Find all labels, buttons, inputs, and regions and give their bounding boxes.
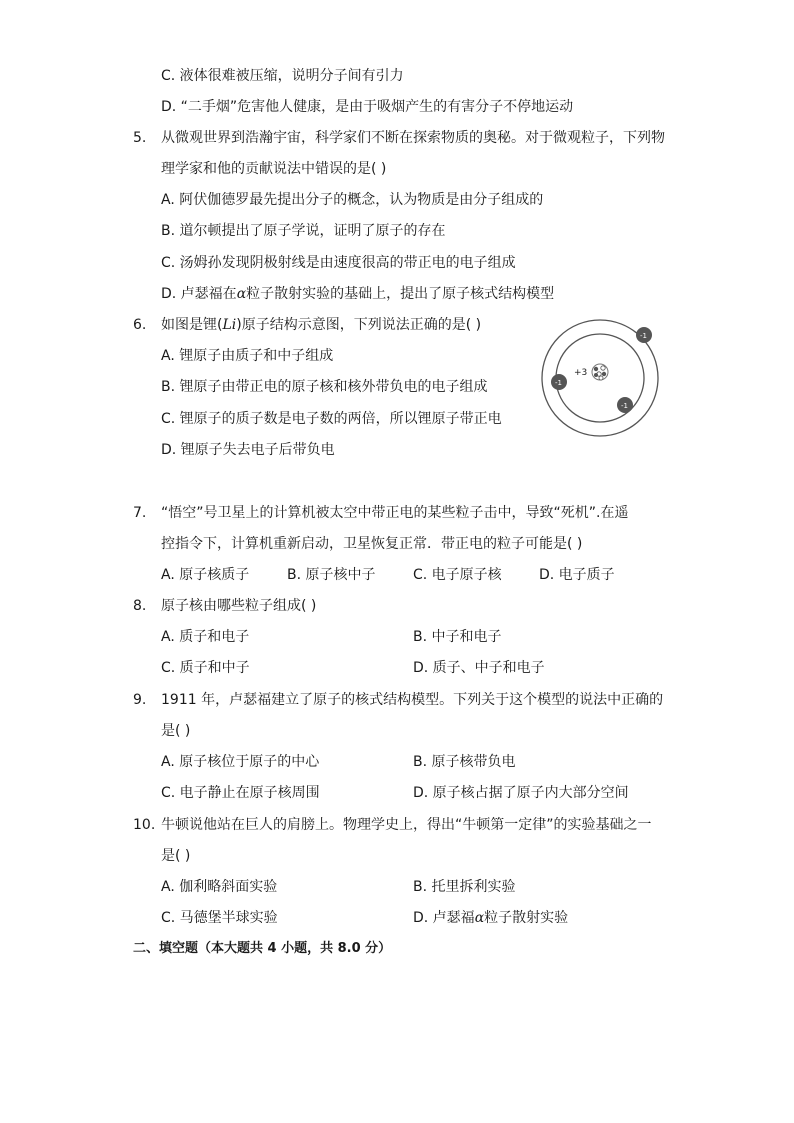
q8-option-d: D. 质子、中子和电子 xyxy=(413,660,545,676)
q6-option-b: B. 锂原子由带正电的原子核和核外带负电的电子组成 xyxy=(161,379,488,395)
alpha-symbol: α xyxy=(474,910,485,926)
q6-stem xyxy=(161,315,481,335)
q6-stem-post: )原子结构示意图，下列说法正确的是( ) xyxy=(236,317,482,333)
q9-option-b: B. 原子核带负电 xyxy=(413,754,516,770)
q7-option-d: D. 电子质子 xyxy=(539,567,615,583)
q10-option-d-post: 粒子散射实验 xyxy=(484,910,569,926)
q5-option-b: B. 道尔顿提出了原子学说，证明了原子的存在 xyxy=(161,223,446,239)
electron-outer xyxy=(636,327,652,343)
q5-stem-line2: 理学家和他的贡献说法中错误的是( ) xyxy=(161,161,387,177)
q10-option-a: A. 伽利略斜面实验 xyxy=(161,879,278,895)
nucleus-charge-label: +3 xyxy=(574,368,588,378)
q5-option-d-post: 粒子散射实验的基础上，提出了原子核式结构模型 xyxy=(246,286,555,302)
q8-number: 8. xyxy=(133,598,147,614)
q7-stem-line1: “悟空”号卫星上的计算机被太空中带正电的某些粒子击中，导致“死机”.在遥 xyxy=(161,505,629,521)
electron-charge-label: -1 xyxy=(640,332,647,340)
q9-option-c: C. 电子静止在原子核周围 xyxy=(161,785,320,801)
electron-charge-label: -1 xyxy=(555,379,562,387)
q6-option-c: C. 锂原子的质子数是电子数的两倍，所以锂原子带正电 xyxy=(161,411,502,427)
q5-option-d xyxy=(161,284,554,304)
q5-option-c: C. 汤姆孙发现阴极射线是由速度很高的带正电的电子组成 xyxy=(161,255,516,271)
lithium-atom-diagram xyxy=(538,316,662,440)
q8-option-b: B. 中子和电子 xyxy=(413,629,502,645)
q6-number: 6. xyxy=(133,317,147,333)
q9-stem-line2: 是( ) xyxy=(161,723,191,739)
q10-option-d xyxy=(413,908,568,928)
q5-option-a: A. 阿伏伽德罗最先提出分子的概念，认为物质是由分子组成的 xyxy=(161,192,544,208)
q4-option-c: C. 液体很难被压缩，说明分子间有引力 xyxy=(161,68,404,84)
q7-stem-line2: 控指令下，计算机重新启动，卫星恢复正常．带正电的粒子可能是( ) xyxy=(161,536,583,552)
q8-option-c: C. 质子和中子 xyxy=(161,660,250,676)
lithium-symbol: Li xyxy=(222,317,237,333)
q5-number: 5. xyxy=(133,130,147,146)
electron-charge-label: -1 xyxy=(621,402,628,410)
section-heading-fill-in: 二、填空题（本大题共 4 小题，共 8.0 分） xyxy=(133,941,392,956)
q10-stem-line2: 是( ) xyxy=(161,848,191,864)
electron-left xyxy=(551,374,567,390)
q7-option-a: A. 原子核质子 xyxy=(161,567,250,583)
q8-stem: 原子核由哪些粒子组成( ) xyxy=(161,598,317,614)
q5-stem-line1: 从微观世界到浩瀚宇宙，科学家们不断在探索物质的奥秘。对于微观粒子，下列物 xyxy=(161,130,665,146)
q6-option-d: D. 锂原子失去电子后带负电 xyxy=(161,442,335,458)
q10-stem-line1: 牛顿说他站在巨人的肩膀上。物理学史上，得出“牛顿第一定律”的实验基础之一 xyxy=(161,817,652,833)
q9-stem-line1: 1911 年，卢瑟福建立了原子的核式结构模型。下列关于这个模型的说法中正确的 xyxy=(161,692,664,708)
q7-option-c: C. 电子原子核 xyxy=(413,567,502,583)
q10-number: 10. xyxy=(133,817,156,833)
nucleus xyxy=(592,364,608,380)
electron-bottom xyxy=(617,397,633,413)
q4-option-d: D. “二手烟”危害他人健康，是由于吸烟产生的有害分子不停地运动 xyxy=(161,99,574,115)
q7-option-b: B. 原子核中子 xyxy=(287,567,376,583)
q10-option-b: B. 托里拆利实验 xyxy=(413,879,516,895)
q6-option-a: A. 锂原子由质子和中子组成 xyxy=(161,348,334,364)
q6-stem-pre: 如图是锂( xyxy=(161,317,223,333)
q5-option-d-pre: D. 卢瑟福在 xyxy=(161,286,237,302)
alpha-symbol: α xyxy=(236,286,247,302)
q9-number: 9. xyxy=(133,692,147,708)
q10-option-d-pre: D. 卢瑟福 xyxy=(413,910,475,926)
q9-option-d: D. 原子核占据了原子内大部分空间 xyxy=(413,785,629,801)
q9-option-a: A. 原子核位于原子的中心 xyxy=(161,754,320,770)
q7-number: 7. xyxy=(133,505,147,521)
q8-option-a: A. 质子和电子 xyxy=(161,629,250,645)
q10-option-c: C. 马德堡半球实验 xyxy=(161,910,278,926)
